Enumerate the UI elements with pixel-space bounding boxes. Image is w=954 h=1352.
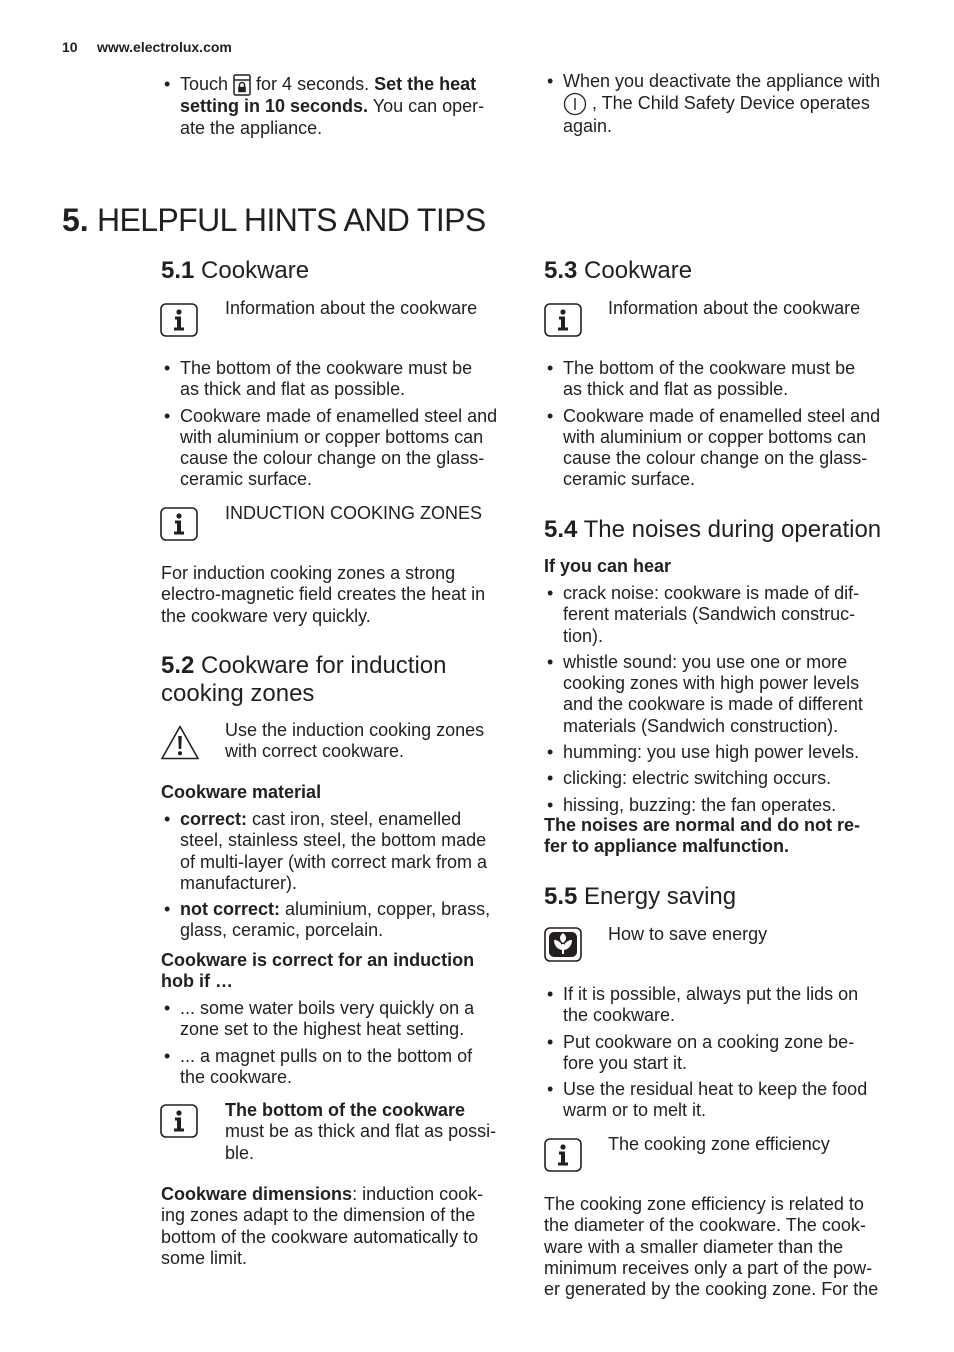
text: : induction cook- ing zones adapt to the dimension of the bottom of the cookware automatically to some limit.	[161, 1184, 484, 1268]
list-item: • Put cookware on a cooking zone be- fore you start it.	[544, 1032, 867, 1075]
text: Touch	[180, 74, 234, 94]
section-heading-5-4	[544, 516, 881, 544]
subheading: Cookware material	[161, 782, 322, 802]
top-left-list	[161, 74, 484, 144]
warning-note	[161, 720, 484, 763]
list-item: • ... some water boils very quickly on a zone set to the highest heat setting.	[161, 998, 474, 1041]
list-item: • The bottom of the cookware must be as thick and flat as possible.	[544, 358, 880, 401]
chapter-number: 5.	[62, 202, 89, 238]
text: You can oper- ate the appliance.	[180, 96, 485, 138]
cookware-list	[544, 358, 880, 496]
noises-list	[544, 583, 863, 821]
info-note	[161, 298, 477, 319]
info-icon	[544, 1138, 582, 1172]
list-item: • hissing, buzzing: the fan operates.	[544, 795, 863, 816]
text: for 4 seconds.	[251, 74, 375, 94]
section-heading-5-3	[544, 257, 692, 285]
bold-label: Cookware dimensions	[161, 1184, 353, 1204]
list-item: • Cookware made of enamelled steel and with aluminium or copper bottoms can cause the colour change on the glass- ceramic surface.	[544, 406, 880, 491]
list-item: • whistle sound: you use one or more cooking zones with high power levels and the cookware is made of different materials (Sandwich construction).	[544, 652, 863, 737]
section-heading-5-5	[544, 883, 736, 911]
cookware-list	[161, 358, 497, 496]
note-text: How to save energy	[608, 924, 768, 944]
list-item: • The bottom of the cookware must be as thick and flat as possible.	[161, 358, 497, 401]
list-item: • ... a magnet pulls on to the bottom of the cookware.	[161, 1046, 474, 1089]
material-list	[161, 809, 490, 947]
energy-list	[544, 984, 867, 1127]
paragraph: For induction cooking zones a strong electro-magnetic field creates the heat in the cookware very quickly.	[161, 563, 486, 626]
bold-label: correct:	[180, 809, 248, 829]
section-heading-5-1	[161, 257, 309, 285]
list-item: • crack noise: cookware is made of dif- ferent materials (Sandwich construc- tion).	[544, 583, 863, 647]
top-right-list	[544, 71, 880, 143]
text: cast iron, steel, enamelled steel, stainless steel, the bottom made of multi-layer (with correct mark from a manufacturer).	[180, 809, 488, 893]
section-number: 5.5	[544, 883, 578, 910]
section-title: Cookware	[194, 257, 310, 284]
list-item: • humming: you use high power levels.	[544, 742, 863, 763]
warning-icon	[160, 724, 200, 761]
list-item	[544, 71, 880, 138]
section-number: 5.1	[161, 257, 195, 284]
noises-conclusion: The noises are normal and do not re- fer to appliance malfunction.	[544, 815, 861, 857]
list-item: • clicking: electric switching occurs.	[544, 768, 863, 789]
note-text: INDUCTION COOKING ZONES	[225, 503, 483, 523]
bold-text: Set the heat setting in 10 seconds.	[180, 74, 477, 117]
list-item: • If it is possible, always put the lids on the cookware.	[544, 984, 867, 1027]
note-text: The cooking zone efficiency	[608, 1134, 830, 1154]
energy-saving-icon	[544, 927, 582, 962]
text: When you deactivate the appliance with	[563, 71, 881, 91]
info-icon	[160, 507, 198, 541]
section-title: The noises during operation	[577, 516, 882, 543]
chapter-title-text: HELPFUL HINTS AND TIPS	[88, 202, 486, 238]
list-item	[161, 899, 490, 942]
paragraph	[161, 1184, 483, 1269]
section-number: 5.3	[544, 257, 578, 284]
list-item: • Cookware made of enamelled steel and with aluminium or copper bottoms can cause the colour change on the glass- ceramic surface.	[161, 406, 497, 491]
note-text	[225, 1100, 496, 1164]
section-title: Energy saving	[577, 883, 737, 910]
lock-icon	[233, 74, 251, 96]
list-item: • Use the residual heat to keep the food warm or to melt it.	[544, 1079, 867, 1122]
subheading: Cookware is correct for an induction hob if …	[161, 950, 475, 992]
section-heading-5-2	[161, 652, 447, 708]
list-item	[161, 74, 484, 139]
note-text: Information about the cookware	[608, 298, 861, 318]
section-title: Cookware for induction cooking zones	[161, 652, 447, 707]
on-off-icon	[563, 92, 587, 116]
bold-label: not correct:	[180, 899, 281, 920]
paragraph: The cooking zone efficiency is related to the diameter of the cookware. The cook- ware with a smaller diameter than the minimum receives only a part of the pow- er generated by the cooking zone. For the	[544, 1194, 879, 1300]
text: , The Child Safety Device operates again.	[563, 93, 870, 137]
test-list	[161, 998, 474, 1093]
page-number: 10	[62, 39, 78, 55]
info-icon	[160, 1104, 198, 1138]
note-text: Use the induction cooking zones with correct cookware.	[225, 720, 485, 762]
list-item	[161, 809, 490, 894]
info-note	[544, 298, 860, 319]
info-note	[161, 503, 482, 524]
bold-text: The bottom of the cookware	[225, 1100, 466, 1120]
section-number: 5.4	[544, 516, 578, 543]
subheading: If you can hear	[544, 556, 672, 576]
info-note	[544, 1134, 830, 1155]
website-url: www.electrolux.com	[97, 39, 232, 55]
section-title: Cookware	[577, 257, 693, 284]
note-text: Information about the cookware	[225, 298, 478, 318]
text: must be as thick and flat as possi- ble.	[225, 1121, 497, 1163]
section-number: 5.2	[161, 652, 195, 679]
info-icon	[160, 303, 198, 337]
energy-note	[544, 924, 767, 945]
info-icon	[544, 303, 582, 337]
text: aluminium, copper, brass, glass, ceramic, porcelain.	[180, 899, 491, 941]
chapter-title	[62, 202, 486, 238]
info-note	[161, 1100, 496, 1164]
